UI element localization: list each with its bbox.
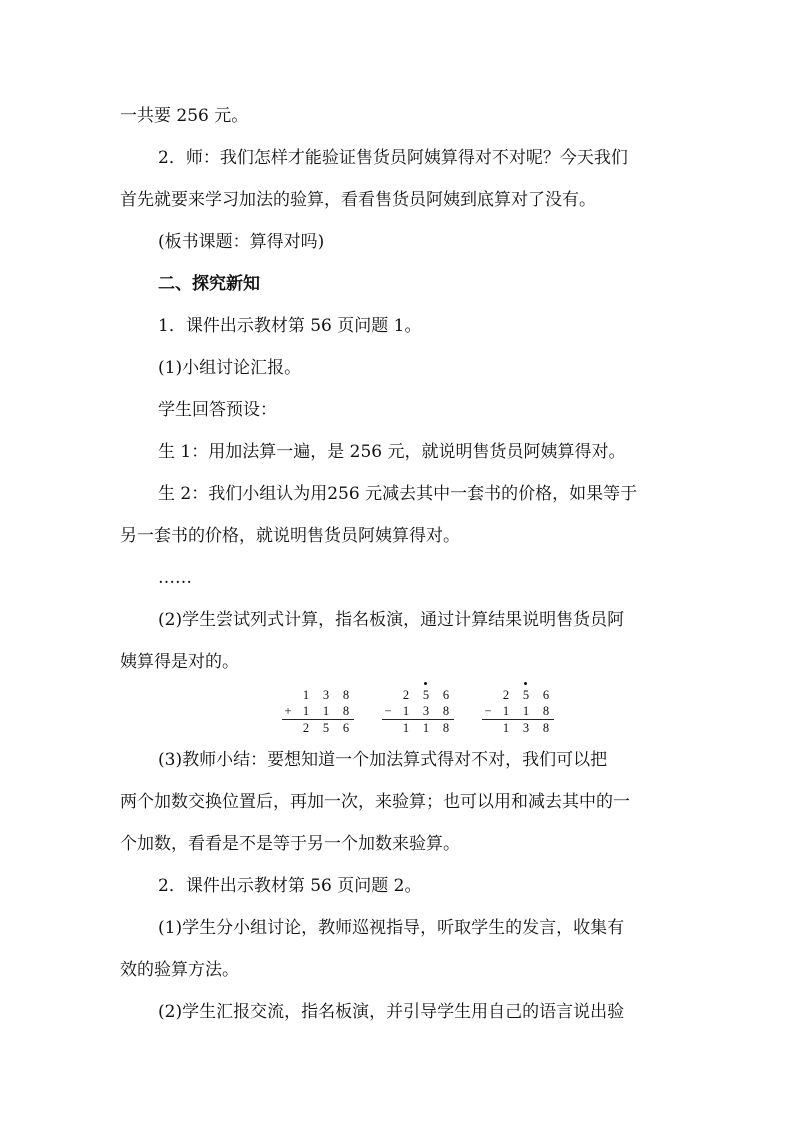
digit: 1 xyxy=(302,688,310,702)
paragraph: 学生回答预设： xyxy=(158,400,277,420)
digit: 1 xyxy=(422,721,430,735)
digit: 8 xyxy=(342,704,350,718)
paragraph: 姨算得是对的。 xyxy=(120,652,239,672)
digit: 1 xyxy=(402,721,410,735)
calc-top-row xyxy=(382,687,454,703)
paragraph: 2．课件出示教材第 56 页问题 2。 xyxy=(158,876,422,896)
paragraph: (2)学生汇报交流，指名板演，并引导学生用自己的语言说出验 xyxy=(158,1002,625,1022)
digit: 8 xyxy=(542,704,550,718)
paragraph: 首先就要来学习加法的验算，看看售货员阿姨到底算对了没有。 xyxy=(120,190,596,210)
calc-top-row xyxy=(282,687,354,703)
calc-bottom-row xyxy=(282,703,354,719)
digit: 6 xyxy=(342,721,350,735)
paragraph: 效的验算方法。 xyxy=(120,960,239,980)
operator: − xyxy=(384,704,392,718)
digit: 6 xyxy=(542,688,550,702)
paragraph: 两个加数交换位置后，再加一次，来验算；也可以用和减去其中的一 xyxy=(120,792,630,812)
paragraph: 2．师：我们怎样才能验证售货员阿姨算得对不对呢？今天我们 xyxy=(158,148,628,168)
calc-bottom-row xyxy=(482,703,554,719)
calc-result-row xyxy=(482,720,554,736)
operator: − xyxy=(484,704,492,718)
digit: 8 xyxy=(442,704,450,718)
digit: 1 xyxy=(502,704,510,718)
calc-bottom-row xyxy=(382,703,454,719)
paragraph: 个加数，看看是不是等于另一个加数来验算。 xyxy=(120,834,460,854)
digit: 8 xyxy=(442,721,450,735)
paragraph: (1)学生分小组讨论，教师巡视指导，听取学生的发言，收集有 xyxy=(158,918,625,938)
digit: 5 xyxy=(522,688,530,702)
digit: 2 xyxy=(302,721,310,735)
vertical-addition xyxy=(282,687,354,736)
paragraph: 一共要 256 元。 xyxy=(120,106,249,126)
digit: 1 xyxy=(522,704,530,718)
calc-top-row xyxy=(482,687,554,703)
digit: 8 xyxy=(542,721,550,735)
digit: 1 xyxy=(402,704,410,718)
digit: 3 xyxy=(522,721,530,735)
operator: + xyxy=(284,704,292,718)
board-title-note: (板书课题：算得对吗) xyxy=(158,232,325,252)
borrow-dot xyxy=(424,682,427,685)
digit: 1 xyxy=(502,721,510,735)
calc-result-row xyxy=(282,720,354,736)
calc-result-row xyxy=(382,720,454,736)
digit: 1 xyxy=(322,704,330,718)
digit: 3 xyxy=(422,704,430,718)
paragraph: 生 1：用加法算一遍，是 256 元，就说明售货员阿姨算得对。 xyxy=(158,442,626,462)
section-heading: 二、探究新知 xyxy=(158,274,260,294)
paragraph: 生 2：我们小组认为用256 元减去其中一套书的价格，如果等于 xyxy=(158,484,638,504)
digit: 2 xyxy=(402,688,410,702)
digit: 1 xyxy=(302,704,310,718)
borrow-dot xyxy=(524,682,527,685)
paragraph: (2)学生尝试列式计算，指名板演，通过计算结果说明售货员阿 xyxy=(158,610,625,630)
vertical-subtraction xyxy=(482,687,554,736)
paragraph: (3)教师小结：要想知道一个加法算式得对不对，我们可以把 xyxy=(158,750,608,770)
digit: 3 xyxy=(322,688,330,702)
ellipsis: …… xyxy=(158,568,192,588)
digit: 6 xyxy=(442,688,450,702)
vertical-subtraction xyxy=(382,687,454,736)
digit: 5 xyxy=(422,688,430,702)
paragraph: 1．课件出示教材第 56 页问题 1。 xyxy=(158,316,422,336)
paragraph: 另一套书的价格，就说明售货员阿姨算得对。 xyxy=(120,526,460,546)
digit: 8 xyxy=(342,688,350,702)
paragraph: (1)小组讨论汇报。 xyxy=(158,358,302,378)
digit: 5 xyxy=(322,721,330,735)
digit: 2 xyxy=(502,688,510,702)
